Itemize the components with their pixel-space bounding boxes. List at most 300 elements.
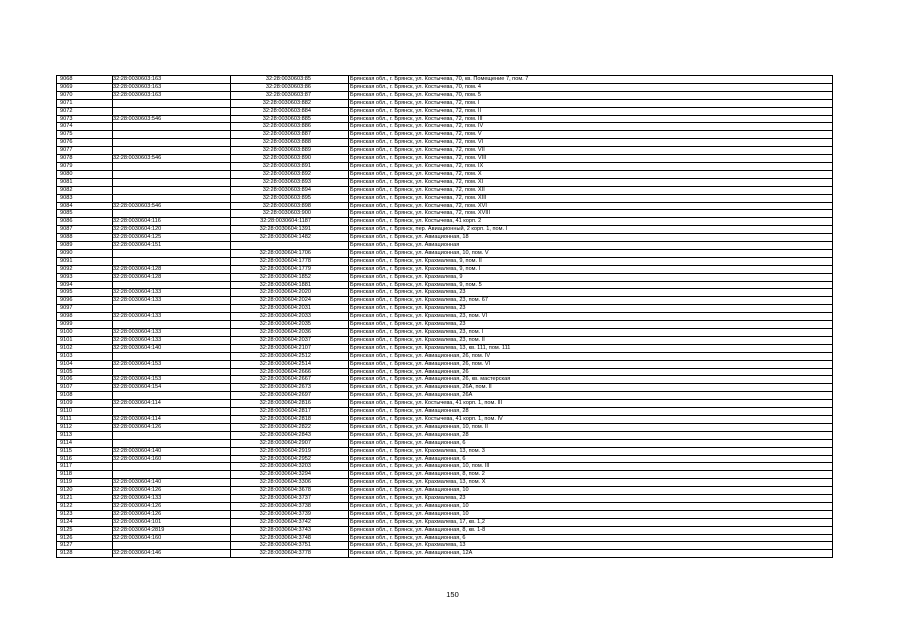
row-number-cell: 9069: [57, 83, 113, 91]
row-number-cell: 9095: [57, 289, 113, 297]
parcel-number-cell: [113, 439, 231, 447]
parcel-number-cell: [113, 210, 231, 218]
object-number-cell: 32:28:0030603:85: [231, 76, 349, 84]
table-row: [57, 83, 833, 91]
address-cell: Брянская обл., г. Брянск, ул. Костычева, 70, пом. 4: [349, 83, 833, 91]
address-cell: Брянская обл., г. Брянск, ул. Крахмалева, 23: [349, 305, 833, 313]
object-number-cell: 32:28:0030604:3738: [231, 502, 349, 510]
row-number-cell: 9124: [57, 518, 113, 526]
object-number-cell: 32:28:0030604:2666: [231, 368, 349, 376]
parcel-number-cell: [113, 249, 231, 257]
table-row: [57, 123, 833, 131]
parcel-number-cell: 32:28:0030604:146: [113, 550, 231, 558]
object-number-cell: 32:28:0030603:891: [231, 162, 349, 170]
registry-table: [56, 75, 833, 558]
table-row: [57, 368, 833, 376]
parcel-number-cell: [113, 178, 231, 186]
parcel-number-cell: 32:28:0030604:116: [113, 218, 231, 226]
object-number-cell: 32:28:0030604:2031: [231, 305, 349, 313]
table-row: [57, 289, 833, 297]
row-number-cell: 9073: [57, 115, 113, 123]
object-number-cell: 32:28:0030604:3737: [231, 495, 349, 503]
table-row: [57, 210, 833, 218]
row-number-cell: 9084: [57, 202, 113, 210]
parcel-number-cell: [113, 392, 231, 400]
row-number-cell: 9068: [57, 76, 113, 84]
table-row: [57, 376, 833, 384]
parcel-number-cell: [113, 186, 231, 194]
row-number-cell: 9119: [57, 479, 113, 487]
address-cell: Брянская обл., г. Брянск, ул. Костычева, 70, кв. Помещение 7, пом. 7: [349, 76, 833, 84]
parcel-number-cell: 32:28:0030604:128: [113, 273, 231, 281]
row-number-cell: 9112: [57, 423, 113, 431]
address-cell: Брянская обл., г. Брянск, ул. Крахмалева, 9, пом. I: [349, 265, 833, 273]
row-number-cell: 9116: [57, 455, 113, 463]
parcel-number-cell: [113, 139, 231, 147]
object-number-cell: 32:28:0030603:895: [231, 194, 349, 202]
table-row: [57, 392, 833, 400]
table-row: [57, 423, 833, 431]
address-cell: Брянская обл., г. Брянск, ул. Авиационная: [349, 242, 833, 250]
address-cell: Брянская обл., г. Брянск, ул. Костычева, 41 корп. 1, пом. IV: [349, 415, 833, 423]
address-cell: Брянская обл., г. Брянск, ул. Крахмалева, 13, кв. 111, пом. 111: [349, 344, 833, 352]
parcel-number-cell: [113, 194, 231, 202]
row-number-cell: 9082: [57, 186, 113, 194]
row-number-cell: 9089: [57, 242, 113, 250]
table-row: [57, 249, 833, 257]
table-row: [57, 471, 833, 479]
object-number-cell: 32:28:0030604:2035: [231, 321, 349, 329]
address-cell: Брянская обл., г. Брянск, ул. Крахмалева, 9, пом. II: [349, 257, 833, 265]
table-row: [57, 194, 833, 202]
object-number-cell: 32:28:0030604:1778: [231, 257, 349, 265]
table-row: [57, 234, 833, 242]
address-cell: Брянская обл., г. Брянск, ул. Авиационная, 12А: [349, 550, 833, 558]
row-number-cell: 9115: [57, 447, 113, 455]
object-number-cell: 32:28:0030604:2514: [231, 360, 349, 368]
table-row: [57, 115, 833, 123]
object-number-cell: 32:28:0030604:2024: [231, 297, 349, 305]
table-row: [57, 186, 833, 194]
object-number-cell: 32:28:0030603:882: [231, 99, 349, 107]
table-row: [57, 305, 833, 313]
address-cell: Брянская обл., г. Брянск, ул. Авиационная, 6: [349, 455, 833, 463]
object-number-cell: 32:28:0030603:900: [231, 210, 349, 218]
row-number-cell: 9083: [57, 194, 113, 202]
parcel-number-cell: 32:28:0030604:153: [113, 360, 231, 368]
object-number-cell: 32:28:0030603:885: [231, 115, 349, 123]
table-row: [57, 518, 833, 526]
address-cell: Брянская обл., г. Брянск, ул. Авиационная, 10, пом. V: [349, 249, 833, 257]
parcel-number-cell: 32:28:0030604:133: [113, 495, 231, 503]
table-row: [57, 542, 833, 550]
table-row: [57, 526, 833, 534]
row-number-cell: 9122: [57, 502, 113, 510]
row-number-cell: 9091: [57, 257, 113, 265]
address-cell: Брянская обл., г. Брянск, ул. Авиационная, 6: [349, 534, 833, 542]
object-number-cell: 32:28:0030603:898: [231, 202, 349, 210]
parcel-number-cell: 32:28:0030603:546: [113, 115, 231, 123]
object-number-cell: 32:28:0030603:890: [231, 155, 349, 163]
object-number-cell: 32:28:0030604:3742: [231, 518, 349, 526]
object-number-cell: 32:28:0030604:3748: [231, 534, 349, 542]
object-number-cell: 32:28:0030603:87: [231, 91, 349, 99]
row-number-cell: 9078: [57, 155, 113, 163]
object-number-cell: 32:28:0030603:889: [231, 147, 349, 155]
table-row: [57, 273, 833, 281]
object-number-cell: 32:28:0030603:887: [231, 131, 349, 139]
row-number-cell: 9118: [57, 471, 113, 479]
table-row: [57, 447, 833, 455]
address-cell: Брянская обл., г. Брянск, ул. Костычева, 72, пом. VI: [349, 139, 833, 147]
row-number-cell: 9077: [57, 147, 113, 155]
parcel-number-cell: 32:28:0030604:133: [113, 313, 231, 321]
object-number-cell: 32:28:0030604:2822: [231, 423, 349, 431]
parcel-number-cell: [113, 162, 231, 170]
row-number-cell: 9109: [57, 400, 113, 408]
object-number-cell: 32:28:0030604:2107: [231, 344, 349, 352]
object-number-cell: 32:28:0030603:884: [231, 107, 349, 115]
address-cell: Брянская обл., г. Брянск, ул. Крахмалева, 13, пом. 3: [349, 447, 833, 455]
table-row: [57, 76, 833, 84]
parcel-number-cell: 32:28:0030604:126: [113, 510, 231, 518]
table-row: [57, 202, 833, 210]
object-number-cell: 32:28:0030604:2020: [231, 289, 349, 297]
address-cell: Брянская обл., г. Брянск, ул. Костычева, 70, пом. 5: [349, 91, 833, 99]
row-number-cell: 9121: [57, 495, 113, 503]
address-cell: Брянская обл., г. Брянск, ул. Авиационная, 6: [349, 439, 833, 447]
row-number-cell: 9090: [57, 249, 113, 257]
row-number-cell: 9120: [57, 487, 113, 495]
object-number-cell: 32:28:0030603:886: [231, 123, 349, 131]
registry-table-body: [57, 76, 833, 558]
row-number-cell: 9113: [57, 431, 113, 439]
row-number-cell: 9085: [57, 210, 113, 218]
address-cell: Брянская обл., г. Брянск, ул. Авиационная, 10, пом. II: [349, 423, 833, 431]
address-cell: Брянская обл., г. Брянск, пер. Авиационный, 2 корп. 1, пом. I: [349, 226, 833, 234]
table-row: [57, 336, 833, 344]
table-row: [57, 495, 833, 503]
object-number-cell: 32:28:0030604:3678: [231, 487, 349, 495]
row-number-cell: 9107: [57, 384, 113, 392]
row-number-cell: 9125: [57, 526, 113, 534]
parcel-number-cell: 32:28:0030604:160: [113, 534, 231, 542]
object-number-cell: 32:28:0030604:3751: [231, 542, 349, 550]
table-row: [57, 242, 833, 250]
row-number-cell: 9097: [57, 305, 113, 313]
parcel-number-cell: 32:28:0030604:140: [113, 344, 231, 352]
row-number-cell: 9074: [57, 123, 113, 131]
address-cell: Брянская обл., г. Брянск, ул. Костычева, 72, пом. XVI: [349, 202, 833, 210]
address-cell: Брянская обл., г. Брянск, ул. Костычева, 41 корп. 1, пом. III: [349, 400, 833, 408]
object-number-cell: 32:28:0030604:1187: [231, 218, 349, 226]
address-cell: Брянская обл., г. Брянск, ул. Костычева, 72, пом. IX: [349, 162, 833, 170]
row-number-cell: 9072: [57, 107, 113, 115]
table-row: [57, 265, 833, 273]
table-row: [57, 439, 833, 447]
table-row: [57, 455, 833, 463]
address-cell: Брянская обл., г. Брянск, ул. Авиационная, 26, кв. мастерская: [349, 376, 833, 384]
object-number-cell: 32:28:0030604:3739: [231, 510, 349, 518]
parcel-number-cell: [113, 131, 231, 139]
table-row: [57, 162, 833, 170]
object-number-cell: 32:28:0030604:1391: [231, 226, 349, 234]
parcel-number-cell: [113, 170, 231, 178]
address-cell: Брянская обл., г. Брянск, ул. Авиационная, 10: [349, 487, 833, 495]
row-number-cell: 9117: [57, 463, 113, 471]
address-cell: Брянская обл., г. Брянск, ул. Крахмалева, 23, пом. VI: [349, 313, 833, 321]
parcel-number-cell: [113, 281, 231, 289]
address-cell: Брянская обл., г. Брянск, ул. Костычева, 72, пом. XII: [349, 186, 833, 194]
table-row: [57, 107, 833, 115]
parcel-number-cell: 32:28:0030604:125: [113, 234, 231, 242]
object-number-cell: 32:28:0030603:888: [231, 139, 349, 147]
object-number-cell: 32:28:0030604:3743: [231, 526, 349, 534]
table-row: [57, 384, 833, 392]
object-number-cell: 32:28:0030604:1852: [231, 273, 349, 281]
table-row: [57, 178, 833, 186]
table-row: [57, 297, 833, 305]
table-row: [57, 91, 833, 99]
address-cell: Брянская обл., г. Брянск, ул. Крахмалева, 23, пом. 67: [349, 297, 833, 305]
object-number-cell: 32:28:0030604:2033: [231, 313, 349, 321]
parcel-number-cell: [113, 99, 231, 107]
row-number-cell: 9081: [57, 178, 113, 186]
row-number-cell: 9075: [57, 131, 113, 139]
address-cell: Брянская обл., г. Брянск, ул. Авиационная, 26А, пом. II: [349, 384, 833, 392]
address-cell: Брянская обл., г. Брянск, ул. Крахмалева, 9, пом. 5: [349, 281, 833, 289]
parcel-number-cell: 32:28:0030604:101: [113, 518, 231, 526]
parcel-number-cell: [113, 408, 231, 416]
object-number-cell: 32:28:0030604:2952: [231, 455, 349, 463]
address-cell: Брянская обл., г. Брянск, ул. Крахмалева, 23, пом. I: [349, 329, 833, 337]
address-cell: Брянская обл., г. Брянск, ул. Авиационная, 26А: [349, 392, 833, 400]
object-number-cell: [231, 242, 349, 250]
row-number-cell: 9127: [57, 542, 113, 550]
table-row: [57, 281, 833, 289]
row-number-cell: 9071: [57, 99, 113, 107]
parcel-number-cell: 32:28:0030603:546: [113, 155, 231, 163]
row-number-cell: 9105: [57, 368, 113, 376]
row-number-cell: 9079: [57, 162, 113, 170]
row-number-cell: 9099: [57, 321, 113, 329]
address-cell: Брянская обл., г. Брянск, ул. Авиационная, 26: [349, 368, 833, 376]
parcel-number-cell: [113, 471, 231, 479]
table-row: [57, 131, 833, 139]
row-number-cell: 9106: [57, 376, 113, 384]
parcel-number-cell: [113, 368, 231, 376]
object-number-cell: 32:28:0030604:2512: [231, 352, 349, 360]
table-row: [57, 463, 833, 471]
parcel-number-cell: 32:28:0030604:133: [113, 336, 231, 344]
parcel-number-cell: [113, 147, 231, 155]
parcel-number-cell: 32:28:0030604:126: [113, 423, 231, 431]
row-number-cell: 9086: [57, 218, 113, 226]
table-row: [57, 550, 833, 558]
row-number-cell: 9102: [57, 344, 113, 352]
parcel-number-cell: 32:28:0030604:140: [113, 479, 231, 487]
row-number-cell: 9114: [57, 439, 113, 447]
parcel-number-cell: [113, 542, 231, 550]
parcel-number-cell: 32:28:0030604:140: [113, 447, 231, 455]
row-number-cell: 9101: [57, 336, 113, 344]
address-cell: Брянская обл., г. Брянск, ул. Крахмалева, 23: [349, 321, 833, 329]
parcel-number-cell: [113, 305, 231, 313]
object-number-cell: 32:28:0030604:2037: [231, 336, 349, 344]
parcel-number-cell: 32:28:0030604:133: [113, 329, 231, 337]
row-number-cell: 9096: [57, 297, 113, 305]
object-number-cell: 32:28:0030603:893: [231, 178, 349, 186]
address-cell: Брянская обл., г. Брянск, ул. Авиационная, 26, пом. VI: [349, 360, 833, 368]
table-row: [57, 257, 833, 265]
row-number-cell: 9094: [57, 281, 113, 289]
object-number-cell: 32:28:0030604:2697: [231, 392, 349, 400]
object-number-cell: 32:28:0030604:2036: [231, 329, 349, 337]
row-number-cell: 9087: [57, 226, 113, 234]
parcel-number-cell: [113, 257, 231, 265]
address-cell: Брянская обл., г. Брянск, ул. Крахмалева, 9: [349, 273, 833, 281]
row-number-cell: 9110: [57, 408, 113, 416]
object-number-cell: 32:28:0030604:3778: [231, 550, 349, 558]
parcel-number-cell: 32:28:0030604:126: [113, 487, 231, 495]
address-cell: Брянская обл., г. Брянск, ул. Авиационная, 26, пом. IV: [349, 352, 833, 360]
table-row: [57, 408, 833, 416]
parcel-number-cell: 32:28:0030604:151: [113, 242, 231, 250]
address-cell: Брянская обл., г. Брянск, ул. Костычева, 72, пом. VII: [349, 147, 833, 155]
object-number-cell: 32:28:0030603:894: [231, 186, 349, 194]
address-cell: Брянская обл., г. Брянск, ул. Костычева, 72, пом. IV: [349, 123, 833, 131]
parcel-number-cell: 32:28:0030603:546: [113, 202, 231, 210]
table-row: [57, 99, 833, 107]
table-row: [57, 218, 833, 226]
parcel-number-cell: 32:28:0030604:2819: [113, 526, 231, 534]
address-cell: Брянская обл., г. Брянск, ул. Костычева, 72, пом. XVIII: [349, 210, 833, 218]
address-cell: Брянская обл., г. Брянск, ул. Крахмалева, 23: [349, 289, 833, 297]
address-cell: Брянская обл., г. Брянск, ул. Авиационная, 28: [349, 408, 833, 416]
parcel-number-cell: [113, 321, 231, 329]
row-number-cell: 9100: [57, 329, 113, 337]
parcel-number-cell: 32:28:0030604:153: [113, 376, 231, 384]
table-row: [57, 360, 833, 368]
parcel-number-cell: 32:28:0030604:133: [113, 289, 231, 297]
address-cell: Брянская обл., г. Брянск, ул. Костычева, 72, пом. X: [349, 170, 833, 178]
table-row: [57, 147, 833, 155]
page-number: 150: [446, 590, 459, 599]
row-number-cell: 9093: [57, 273, 113, 281]
address-cell: Брянская обл., г. Брянск, ул. Костычева, 72, пом. XI: [349, 178, 833, 186]
address-cell: Брянская обл., г. Брянск, ул. Крахмалева, 23: [349, 495, 833, 503]
table-row: [57, 352, 833, 360]
table-row: [57, 431, 833, 439]
parcel-number-cell: [113, 352, 231, 360]
parcel-number-cell: 32:28:0030604:154: [113, 384, 231, 392]
parcel-number-cell: [113, 463, 231, 471]
table-row: [57, 400, 833, 408]
table-row: [57, 313, 833, 321]
parcel-number-cell: [113, 431, 231, 439]
object-number-cell: 32:28:0030604:1881: [231, 281, 349, 289]
address-cell: Брянская обл., г. Брянск, ул. Крахмалева, 13: [349, 542, 833, 550]
parcel-number-cell: 32:28:0030603:163: [113, 76, 231, 84]
parcel-number-cell: 32:28:0030603:163: [113, 91, 231, 99]
row-number-cell: 9104: [57, 360, 113, 368]
row-number-cell: 9103: [57, 352, 113, 360]
parcel-number-cell: 32:28:0030604:128: [113, 265, 231, 273]
parcel-number-cell: [113, 107, 231, 115]
address-cell: Брянская обл., г. Брянск, ул. Крахмалева, 17, кв. 1,2: [349, 518, 833, 526]
table-row: [57, 155, 833, 163]
parcel-number-cell: 32:28:0030604:114: [113, 400, 231, 408]
address-cell: Брянская обл., г. Брянск, ул. Авиационная, 8, кв. 1-8: [349, 526, 833, 534]
table-row: [57, 479, 833, 487]
address-cell: Брянская обл., г. Брянск, ул. Авиационная, 10: [349, 510, 833, 518]
table-row: [57, 226, 833, 234]
address-cell: Брянская обл., г. Брянск, ул. Костычева, 72, пом. XIII: [349, 194, 833, 202]
parcel-number-cell: 32:28:0030604:114: [113, 415, 231, 423]
table-row: [57, 329, 833, 337]
address-cell: Брянская обл., г. Брянск, ул. Костычева, 72, пом. III: [349, 115, 833, 123]
address-cell: Брянская обл., г. Брянск, ул. Крахмалева, 13, пом. X: [349, 479, 833, 487]
parcel-number-cell: [113, 123, 231, 131]
address-cell: Брянская обл., г. Брянск, ул. Костычева, 72, пом. I: [349, 99, 833, 107]
row-number-cell: 9108: [57, 392, 113, 400]
table-row: [57, 170, 833, 178]
row-number-cell: 9080: [57, 170, 113, 178]
address-cell: Брянская обл., г. Брянск, ул. Авиационная, 18: [349, 234, 833, 242]
row-number-cell: 9128: [57, 550, 113, 558]
row-number-cell: 9070: [57, 91, 113, 99]
table-row: [57, 139, 833, 147]
row-number-cell: 9111: [57, 415, 113, 423]
table-row: [57, 344, 833, 352]
object-number-cell: 32:28:0030604:2919: [231, 447, 349, 455]
row-number-cell: 9076: [57, 139, 113, 147]
object-number-cell: 32:28:0030604:2907: [231, 439, 349, 447]
object-number-cell: 32:28:0030604:2843: [231, 431, 349, 439]
address-cell: Брянская обл., г. Брянск, ул. Крахмалева, 23, пом. II: [349, 336, 833, 344]
parcel-number-cell: 32:28:0030604:133: [113, 297, 231, 305]
object-number-cell: 32:28:0030604:2667: [231, 376, 349, 384]
object-number-cell: 32:28:0030604:2817: [231, 408, 349, 416]
row-number-cell: 9123: [57, 510, 113, 518]
object-number-cell: 32:28:0030604:1706: [231, 249, 349, 257]
object-number-cell: 32:28:0030604:3294: [231, 471, 349, 479]
table-row: [57, 321, 833, 329]
row-number-cell: 9126: [57, 534, 113, 542]
object-number-cell: 32:28:0030603:86: [231, 83, 349, 91]
parcel-number-cell: 32:28:0030604:126: [113, 502, 231, 510]
table-row: [57, 534, 833, 542]
object-number-cell: 32:28:0030604:3306: [231, 479, 349, 487]
table-row: [57, 487, 833, 495]
address-cell: Брянская обл., г. Брянск, ул. Авиационная, 8, пом. 2: [349, 471, 833, 479]
address-cell: Брянская обл., г. Брянск, ул. Костычева, 72, пом. V: [349, 131, 833, 139]
address-cell: Брянская обл., г. Брянск, ул. Костычева, 72, пом. VIII: [349, 155, 833, 163]
row-number-cell: 9098: [57, 313, 113, 321]
address-cell: Брянская обл., г. Брянск, ул. Авиационная, 10, пом. III: [349, 463, 833, 471]
object-number-cell: 32:28:0030603:892: [231, 170, 349, 178]
table-row: [57, 510, 833, 518]
object-number-cell: 32:28:0030604:2816: [231, 400, 349, 408]
address-cell: Брянская обл., г. Брянск, ул. Авиационная, 28: [349, 431, 833, 439]
address-cell: Брянская обл., г. Брянск, ул. Костычева, 41 корп. 2: [349, 218, 833, 226]
parcel-number-cell: 32:28:0030603:163: [113, 83, 231, 91]
table-row: [57, 502, 833, 510]
address-cell: Брянская обл., г. Брянск, ул. Авиационная, 10: [349, 502, 833, 510]
parcel-number-cell: 32:28:0030604:160: [113, 455, 231, 463]
object-number-cell: 32:28:0030604:2818: [231, 415, 349, 423]
object-number-cell: 32:28:0030604:1779: [231, 265, 349, 273]
